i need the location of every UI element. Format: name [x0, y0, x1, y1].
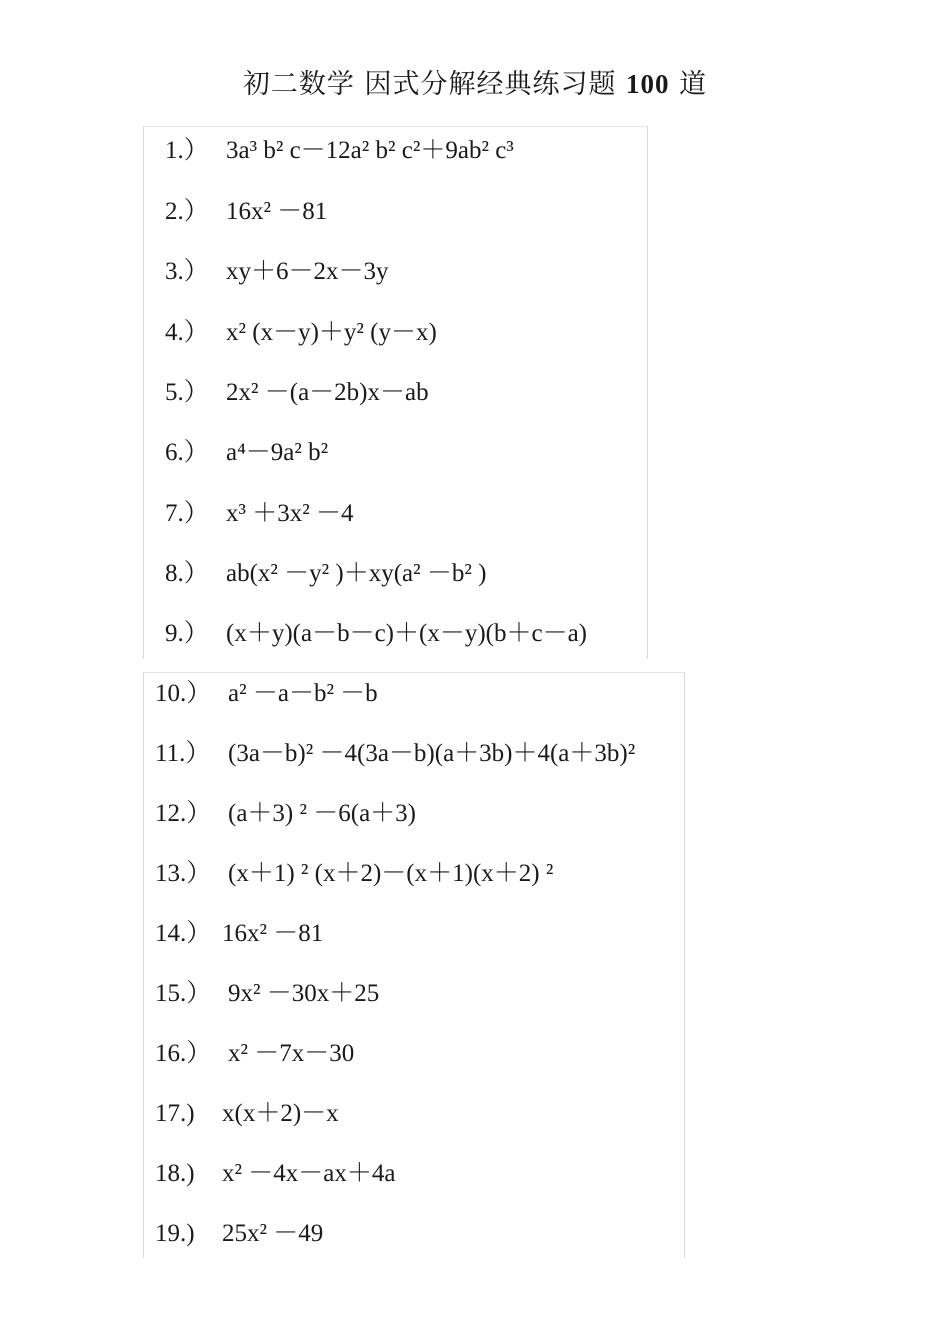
problem-row	[155, 679, 378, 709]
problem-row	[155, 1099, 339, 1129]
problem-label: 14.）	[155, 920, 212, 947]
problem-label: 13.）	[155, 860, 212, 887]
problem-label: 9.）	[165, 620, 209, 647]
problem-row	[165, 438, 329, 468]
problem-row	[165, 136, 514, 166]
problem-row	[155, 739, 636, 769]
problem-row	[165, 499, 354, 529]
problem-label: 4.）	[165, 319, 209, 346]
problem-row	[165, 318, 437, 348]
page-title	[0, 62, 950, 101]
problem-expression: x³ ＋3x² －4	[226, 500, 354, 527]
problem-expression: 25x² －49	[222, 1220, 324, 1247]
title-number: 100	[626, 69, 670, 99]
problem-label: 12.）	[155, 800, 212, 827]
problem-expression: 9x² －30x＋25	[228, 980, 380, 1007]
problem-label: 19.)	[155, 1220, 195, 1247]
title-text: 初二数学 因式分解经典练习题	[242, 69, 617, 100]
problem-label: 7.）	[165, 500, 209, 527]
problem-row	[165, 378, 429, 408]
problem-label: 1.）	[165, 137, 209, 164]
problem-expression: a² －a－b² －b	[228, 680, 378, 707]
problem-expression: ab(x² －y² )＋xy(a² －b² )	[226, 560, 487, 587]
title-suffix: 道	[679, 69, 708, 100]
problem-expression: 16x² －81	[222, 920, 324, 947]
problem-row	[165, 619, 587, 649]
problem-label: 8.）	[165, 560, 209, 587]
problem-expression: x² －4x－ax＋4a	[222, 1160, 396, 1187]
problem-label: 10.）	[155, 680, 212, 707]
problem-row	[155, 1159, 396, 1189]
problem-expression: xy＋6－2x－3y	[226, 258, 389, 285]
problem-row	[165, 197, 328, 227]
problem-row	[165, 559, 487, 589]
problem-label: 3.）	[165, 258, 209, 285]
problem-expression: (3a－b)² －4(3a－b)(a＋3b)＋4(a＋3b)²	[228, 740, 636, 767]
problem-row	[155, 859, 554, 889]
problem-label: 18.)	[155, 1160, 195, 1187]
problem-expression: 2x² －(a－2b)x－ab	[226, 379, 429, 406]
problem-label: 5.）	[165, 379, 209, 406]
problem-row	[155, 979, 380, 1009]
problem-expression: x(x＋2)－x	[222, 1100, 339, 1127]
problem-expression: 16x² －81	[226, 198, 328, 225]
problem-expression: a⁴－9a² b²	[226, 439, 329, 466]
problem-label: 15.）	[155, 980, 212, 1007]
problem-label: 11.）	[155, 740, 211, 767]
problem-expression: (a＋3) ² －6(a＋3)	[228, 800, 416, 827]
problem-label: 6.）	[165, 439, 209, 466]
problem-label: 2.）	[165, 198, 209, 225]
problem-expression: 3a³ b² c－12a² b² c²＋9ab² c³	[226, 137, 514, 164]
problem-row	[155, 1039, 355, 1069]
problem-expression: (x＋y)(a－b－c)＋(x－y)(b＋c－a)	[226, 620, 587, 647]
problem-expression: x² －7x－30	[228, 1040, 355, 1067]
problem-expression: x² (x－y)＋y² (y－x)	[226, 319, 437, 346]
problem-row	[165, 257, 389, 287]
problem-row	[155, 799, 416, 829]
problem-row	[155, 1219, 324, 1249]
problem-label: 17.)	[155, 1100, 195, 1127]
problem-row	[155, 919, 324, 949]
problem-expression: (x＋1) ² (x＋2)－(x＋1)(x＋2) ²	[228, 860, 554, 887]
problem-label: 16.）	[155, 1040, 212, 1067]
